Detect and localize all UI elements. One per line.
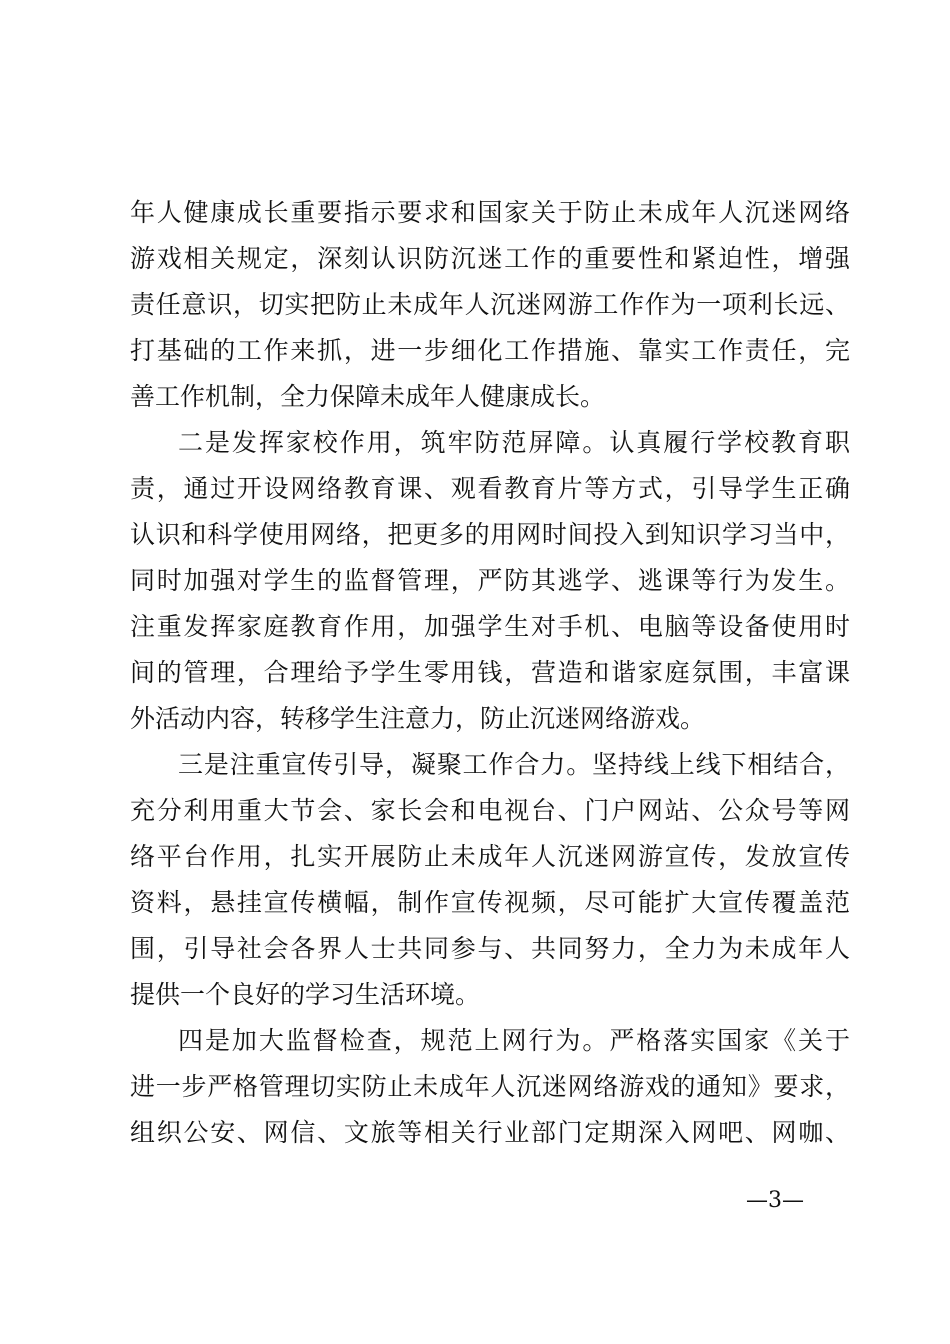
paragraph-line: 间的管理，合理给予学生零用钱，营造和谐家庭氛围，丰富课	[130, 658, 850, 687]
paragraph-line: 三是注重宣传引导，凝聚工作合力。坚持线上线下相结合，	[178, 750, 850, 779]
paragraph-1	[130, 190, 850, 420]
paragraph-2	[130, 420, 850, 742]
paragraph-line: 外活动内容，转移学生注意力，防止沉迷网络游戏。	[130, 704, 706, 733]
paragraph-line: 善工作机制，全力保障未成年人健康成长。	[130, 382, 606, 411]
paragraph-line: 围，引导社会各界人士共同参与、共同努力，全力为未成年人	[130, 934, 850, 963]
paragraph-line: 四是加大监督检查，规范上网行为。严格落实国家《关于	[178, 1026, 850, 1055]
document-body	[130, 190, 850, 1156]
paragraph-4	[130, 1018, 850, 1156]
paragraph-line: 游戏相关规定，深刻认识防沉迷工作的重要性和紧迫性，增强	[130, 244, 850, 273]
paragraph-line: 进一步严格管理切实防止未成年人沉迷网络游戏的通知》要求，	[130, 1072, 850, 1101]
paragraph-line: 打基础的工作来抓，进一步细化工作措施、靠实工作责任，完	[130, 336, 850, 365]
paragraph-line: 二是发挥家校作用，筑牢防范屏障。认真履行学校教育职	[178, 428, 850, 457]
paragraph-3	[130, 742, 850, 1018]
paragraph-line: 责，通过开设网络教育课、观看教育片等方式，引导学生正确	[130, 474, 850, 503]
paragraph-line: 责任意识，切实把防止未成年人沉迷网游工作作为一项利长远、	[130, 290, 850, 319]
paragraph-line: 同时加强对学生的监督管理，严防其逃学、逃课等行为发生。	[130, 566, 850, 595]
paragraph-line: 认识和科学使用网络，把更多的用网时间投入到知识学习当中，	[130, 520, 850, 549]
paragraph-line: 组织公安、网信、文旅等相关行业部门定期深入网吧、网咖、	[130, 1118, 850, 1147]
paragraph-line: 络平台作用，扎实开展防止未成年人沉迷网游宣传，发放宣传	[130, 842, 850, 871]
paragraph-line: 充分利用重大节会、家长会和电视台、门户网站、公众号等网	[130, 796, 850, 825]
paragraph-line: 年人健康成长重要指示要求和国家关于防止未成年人沉迷网络	[130, 198, 850, 227]
page-number: —3—	[746, 1188, 804, 1213]
paragraph-line: 资料，悬挂宣传横幅，制作宣传视频，尽可能扩大宣传覆盖范	[130, 888, 850, 917]
paragraph-line: 注重发挥家庭教育作用，加强学生对手机、电脑等设备使用时	[130, 612, 850, 641]
paragraph-line: 提供一个良好的学习生活环境。	[130, 980, 481, 1009]
